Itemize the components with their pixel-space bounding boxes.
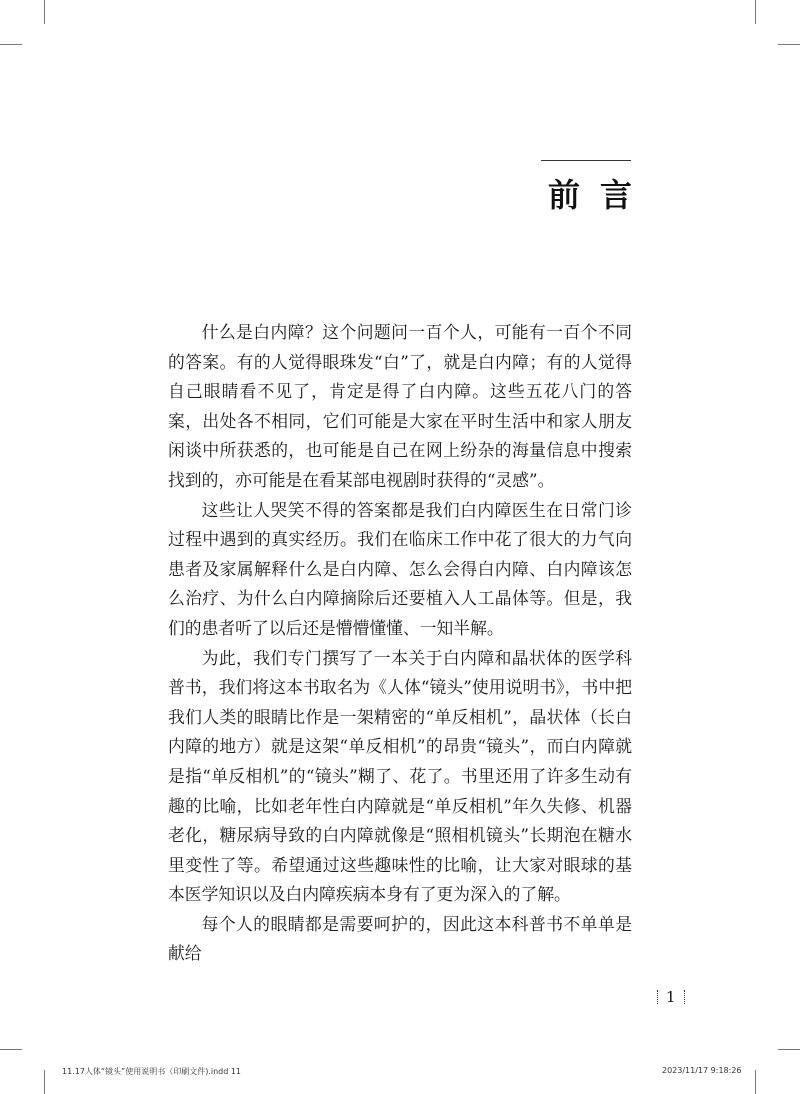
crop-mark <box>755 1070 756 1094</box>
crop-mark <box>778 1049 800 1050</box>
page-number <box>657 988 685 1006</box>
crop-mark <box>44 0 45 24</box>
paragraph: 什么是白内障？这个问题问一百个人，可能有一百个不同的答案。有的人觉得眼珠发“白”了，就是白内障；有的人觉得自己眼睛看不见了，肯定是得了白内障。这些五花八门的答案，出处各不相同，它们可能是大家在平时生活中和家人朋友闲谈中所获悉的，也可能是自己在网上纷杂的海量信息中搜索找到的，亦可能是在看某部电视剧时获得的“灵感”。 <box>168 322 632 490</box>
paragraph: 为此，我们专门撰写了一本关于白内障和晶状体的医学科普书，我们将这本书取名为《人体“镜头”使用说明书》，书中把我们人类的眼睛比作是一架精密的“单反相机”，晶状体（长白内障的地方）就是这架“单反相机”的昂贵“镜头”，而白内障就是指“单反相机”的“镜头”糊了、花了。书里还用了许多生动有趣的比喻，比如老年性白内障就是“单反相机”年久失修、机器老化，糖尿病导致的白内障就像是“照相机镜头”长期泡在糖水里变性了等。希望通过这些趣味性的比喻，让大家对眼球的基本医学知识以及白内障疾病本身有了更为深入的了解。 <box>168 647 632 905</box>
footer-file-info: 11.17人体“镜头”使用说明书（印刷文件).indd 11 <box>62 1067 242 1076</box>
dotted-divider <box>684 990 685 1004</box>
crop-mark <box>0 44 22 45</box>
crop-mark <box>0 1049 22 1050</box>
crop-mark <box>755 0 756 24</box>
crop-mark <box>44 1070 45 1094</box>
paragraph: 这些让人哭笑不得的答案都是我们白内障医生在日常门诊过程中遇到的真实经历。我们在临床工作中花了很大的力气向患者及家属解释什么是白内障、怎么会得白内障、白内障该怎么治疗、为什么白内障摘除后还要植入人工晶体等。但是，我们的患者听了以后还是懵懵懂懂、一知半解。 <box>168 499 632 638</box>
paragraph: 每个人的眼睛都是需要呵护的，因此这本科普书不单单是献给 <box>168 913 632 964</box>
chapter-title: 前言 <box>547 176 652 214</box>
footer-timestamp: 2023/11/17 9:18:26 <box>662 1066 742 1075</box>
title-rule <box>541 160 631 161</box>
crop-mark <box>778 44 800 45</box>
body-text <box>168 318 632 969</box>
page-number-value: 1 <box>666 988 676 1006</box>
dotted-divider <box>657 990 658 1004</box>
